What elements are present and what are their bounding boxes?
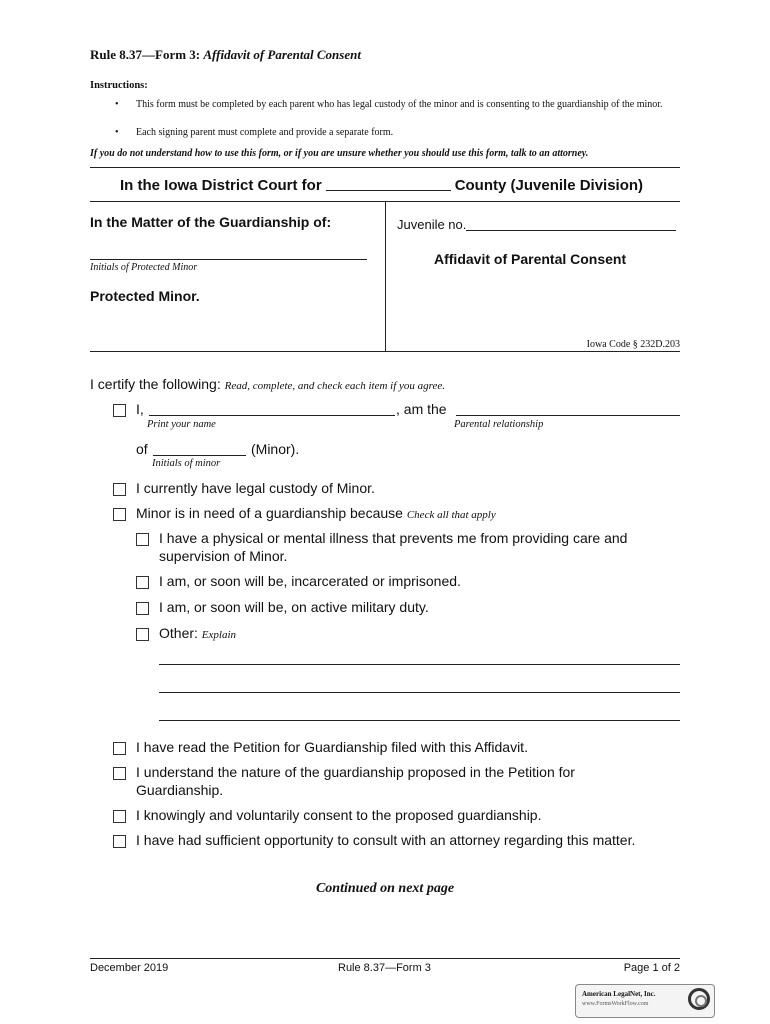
illness-text-1: I have a physical or mental illness that prevents me from providing care and — [159, 530, 628, 546]
incarcerated-text: I am, or soon will be, incarcerated or imprisoned. — [159, 573, 461, 589]
court-suffix: County (Juvenile Division) — [454, 177, 644, 194]
divider — [90, 351, 680, 352]
footer-date: December 2019 — [90, 962, 169, 974]
bullet-icon: • — [115, 127, 119, 138]
county-field[interactable] — [326, 176, 451, 191]
parent-name-field[interactable] — [149, 415, 395, 416]
other-hint: Explain — [201, 629, 237, 641]
instruction-item — [115, 127, 676, 139]
logo-url: www.FormsWorkFlow.com — [582, 1001, 649, 1007]
illness-checkbox[interactable] — [136, 533, 149, 546]
publisher-logo — [575, 984, 715, 1018]
certify-text: I certify the following: — [90, 376, 221, 392]
footer-form: Rule 8.37—Form 3 — [338, 962, 431, 974]
need-text: Minor is in need of a guardianship because — [136, 505, 403, 521]
explain-line-3[interactable] — [159, 720, 680, 721]
read-petition-text: I have read the Petition for Guardianship filed with this Affidavit. — [136, 739, 528, 755]
juvenile-no-field[interactable] — [466, 218, 676, 231]
custody-text: I currently have legal custody of Minor. — [136, 480, 375, 496]
parental-relationship-label: Parental relationship — [454, 419, 544, 430]
rule-prefix: Rule 8.37—Form 3: — [90, 47, 204, 62]
logo-name: American LegalNet, Inc. — [582, 990, 656, 998]
consent-checkbox[interactable] — [113, 810, 126, 823]
print-name-label: Print your name — [147, 419, 216, 430]
am-the-label: , am the — [396, 401, 447, 417]
identity-checkbox[interactable] — [113, 404, 126, 417]
parental-relationship-field[interactable] — [456, 415, 680, 416]
illness-text-2: supervision of Minor. — [159, 548, 288, 564]
divider — [90, 167, 680, 168]
understand-text-1: I understand the nature of the guardianship proposed in the Petition for — [136, 764, 575, 780]
juvenile-number-row — [397, 217, 676, 232]
protected-minor-label: Protected Minor. — [90, 288, 200, 304]
military-checkbox[interactable] — [136, 602, 149, 615]
consent-text: I knowingly and voluntarily consent to the proposed guardianship. — [136, 807, 542, 823]
instruction-text: Each signing parent must complete and provide a separate form. — [136, 127, 394, 138]
military-text: I am, or soon will be, on active military duty. — [159, 599, 429, 615]
juvenile-no-label: Juvenile no. — [397, 217, 467, 232]
document-title: Affidavit of Parental Consent — [434, 251, 627, 267]
matter-heading: In the Matter of the Guardianship of: — [90, 214, 332, 230]
continued-note: Continued on next page — [315, 881, 455, 896]
certify-line — [90, 376, 445, 395]
read-petition-checkbox[interactable] — [113, 742, 126, 755]
logo-swirl-icon — [688, 988, 710, 1010]
other-checkbox[interactable] — [136, 628, 149, 641]
attorney-warning: If you do not understand how to use this form, or if you are unsure whether you should use this form, talk to an attorney. — [90, 148, 589, 159]
footer-divider — [90, 958, 680, 959]
court-heading — [120, 176, 643, 194]
i-label: I, — [136, 401, 144, 417]
instruction-text: This form must be completed by each parent who has legal custody of the minor and is consenting to the guardianship of the minor. — [136, 99, 663, 110]
court-prefix: In the Iowa District Court for — [120, 177, 322, 194]
custody-checkbox[interactable] — [113, 483, 126, 496]
form-rule-title — [90, 47, 361, 63]
certify-hint: Read, complete, and check each item if you agree. — [224, 380, 446, 392]
caption-divider — [385, 201, 386, 351]
protected-minor-initials-field[interactable] — [90, 259, 367, 260]
instruction-item — [115, 99, 676, 111]
explain-line-2[interactable] — [159, 692, 680, 693]
incarcerated-checkbox[interactable] — [136, 576, 149, 589]
attorney-checkbox[interactable] — [113, 835, 126, 848]
minor-initials-field[interactable] — [153, 455, 246, 456]
other-line — [159, 625, 236, 644]
footer-page: Page 1 of 2 — [623, 962, 680, 974]
need-hint: Check all that apply — [406, 509, 496, 521]
form-title: Affidavit of Parental Consent — [203, 47, 361, 62]
minor-label: (Minor). — [251, 441, 300, 457]
of-label: of — [136, 441, 148, 457]
understand-text-2: Guardianship. — [136, 782, 224, 798]
other-text: Other: — [159, 625, 198, 641]
understand-checkbox[interactable] — [113, 767, 126, 780]
explain-line-1[interactable] — [159, 664, 680, 665]
initials-of-minor-label: Initials of minor — [152, 458, 221, 469]
instructions-label: Instructions: — [90, 80, 148, 91]
initials-label: Initials of Protected Minor — [90, 262, 198, 273]
guardianship-need-checkbox[interactable] — [113, 508, 126, 521]
guardianship-need-line — [136, 505, 496, 524]
statute-reference: Iowa Code § 232D.203 — [586, 339, 680, 350]
bullet-icon: • — [115, 99, 119, 110]
attorney-text: I have had sufficient opportunity to consult with an attorney regarding this matter. — [136, 832, 636, 848]
